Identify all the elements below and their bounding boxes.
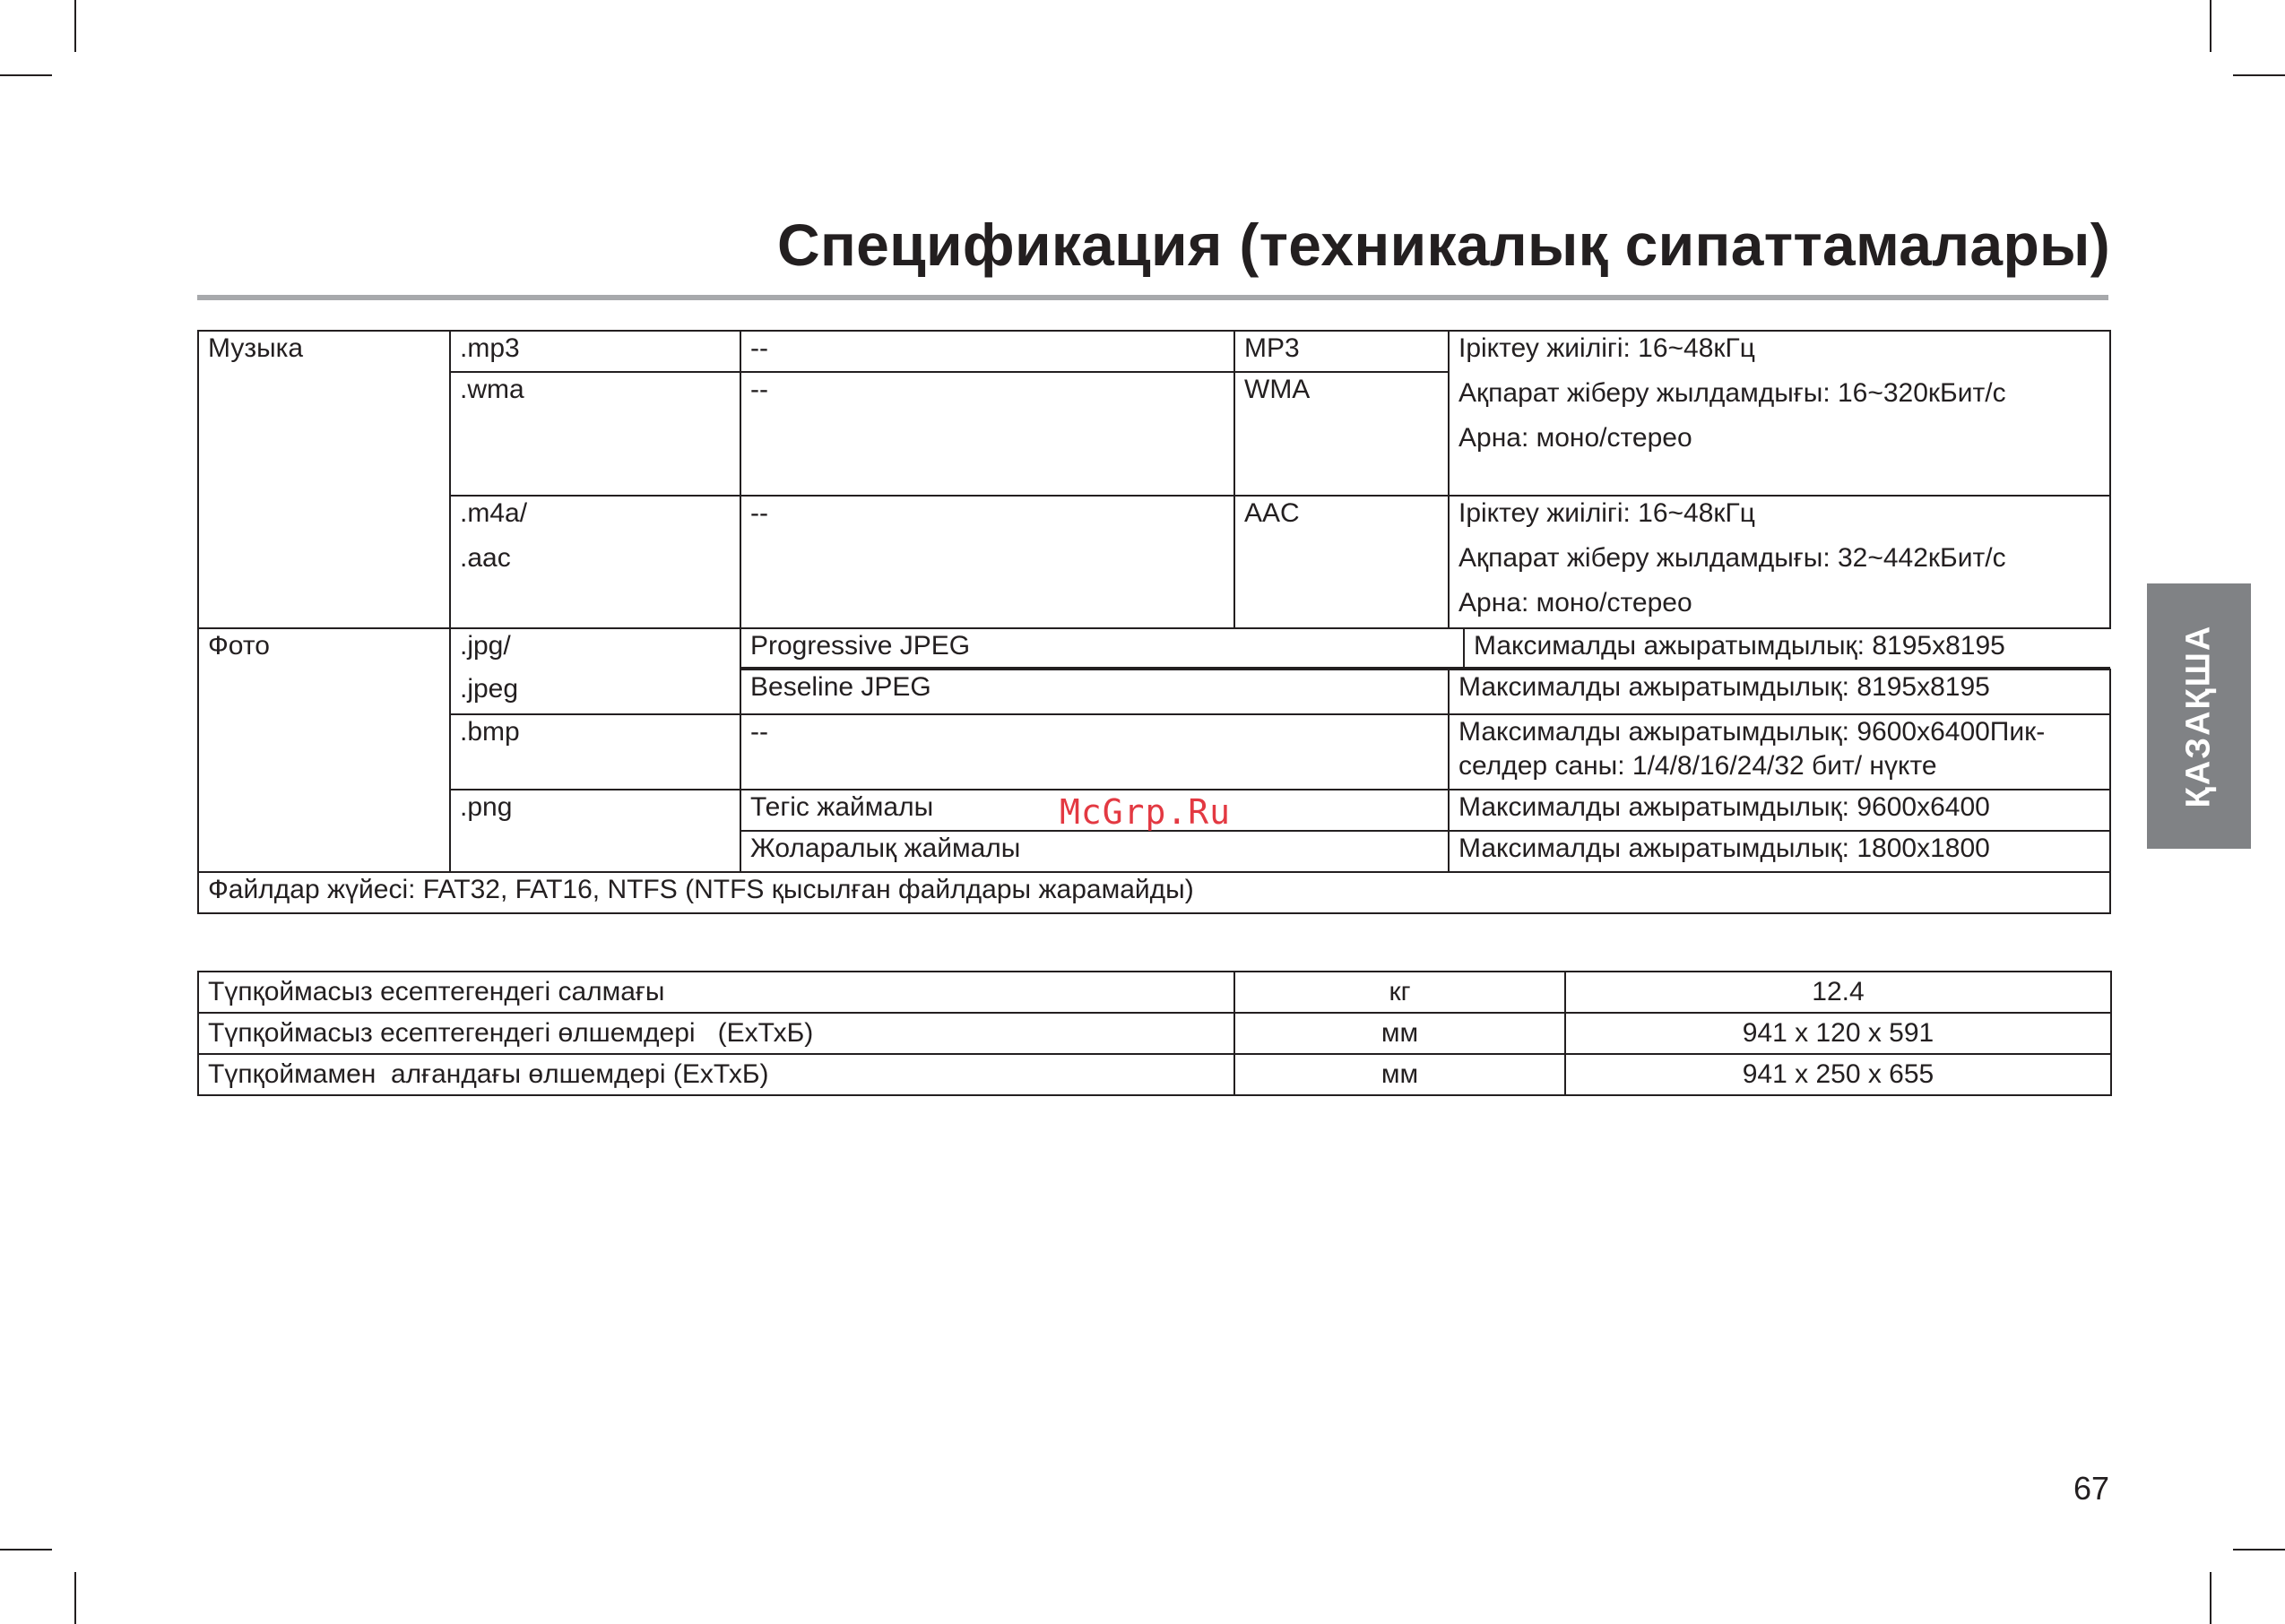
profile-cell: --: [740, 372, 1234, 496]
spec-cell: Іріктеу жиілігі: 16~48кГц Ақпарат жіберу жылдамдығы: 32~442кБит/с Арна: моно/стерео: [1449, 496, 2110, 628]
merged-row: [740, 628, 2110, 669]
category-cell-music: Музыка: [198, 331, 450, 628]
spec-cell: Максималды ажыратымдылық: 8195x8195: [1449, 669, 2110, 714]
profile-cell: --: [740, 331, 1234, 372]
dimension-unit: мм: [1234, 1013, 1565, 1054]
table-row: [198, 714, 2110, 790]
dimension-label: Түпқоймасыз есептегендегі өлшемдері (ЕхТхБ): [198, 1013, 1234, 1054]
dimension-value: 12.4: [1565, 972, 2111, 1013]
crop-mark: [2233, 1549, 2285, 1551]
dimension-unit: кг: [1234, 972, 1565, 1013]
dimension-value: 941 x 250 x 655: [1565, 1054, 2111, 1095]
spec-cell: Максималды ажыратымдылық: 9600x6400: [1449, 790, 2110, 831]
table-row: [198, 628, 2110, 669]
spec-cell: Максималды ажыратымдылық: 9600x6400Пик- селдер саны: 1/4/8/16/24/32 бит/ нүкте: [1449, 714, 2110, 790]
crop-mark: [0, 74, 52, 76]
table-row: [198, 496, 2110, 628]
crop-mark: [74, 0, 76, 52]
profile-cell: Тегіс жаймалы: [740, 790, 1449, 831]
dimension-label: Түпқоймасыз есептегендегі салмағы: [198, 972, 1234, 1013]
format-cell: .mp3: [450, 331, 740, 372]
format-cell: .wma: [450, 372, 740, 496]
dimensions-table: [197, 971, 2112, 1096]
format-cell: .jpg/ .jpeg: [450, 628, 740, 714]
format-cell: .png: [450, 790, 740, 872]
table-row: [198, 972, 2111, 1013]
language-tab-label: ҚАЗАҚША: [2179, 624, 2218, 808]
profile-cell: Progressive JPEG: [741, 629, 1464, 668]
watermark: McGrp.Ru: [1060, 792, 1232, 832]
table-row: [198, 872, 2110, 913]
spec-cell: Максималды ажыратымдылық: 8195x8195: [1464, 629, 2110, 668]
sub-table: [741, 629, 2110, 669]
crop-mark: [2210, 1572, 2211, 1624]
codec-cell: WMA: [1234, 372, 1449, 496]
format-cell: .bmp: [450, 714, 740, 790]
crop-mark: [0, 1549, 52, 1551]
profile-cell: --: [740, 714, 1449, 790]
title-divider: [197, 295, 2108, 300]
category-cell-photo: Фото: [198, 628, 450, 872]
table-row: [198, 1054, 2111, 1095]
format-cell: .m4a/ .aac: [450, 496, 740, 628]
crop-mark: [2233, 74, 2285, 76]
profile-cell: Жоларалық жаймалы: [740, 831, 1449, 872]
crop-mark: [74, 1572, 76, 1624]
language-tab: [2147, 583, 2251, 849]
spec-cell: Максималды ажыратымдылық: 1800x1800: [1449, 831, 2110, 872]
spec-cell: Іріктеу жиілігі: 16~48кГц Ақпарат жіберу жылдамдығы: 16~320кБит/с Арна: моно/стерео: [1449, 331, 2110, 496]
crop-mark: [2210, 0, 2211, 52]
table-row: [198, 1013, 2111, 1054]
profile-cell: Beseline JPEG: [740, 669, 1449, 714]
dimension-label: Түпқоймамен алғандағы өлшемдері (ЕхТхБ): [198, 1054, 1234, 1095]
page-number: 67: [2073, 1470, 2109, 1507]
table-row: [198, 331, 2110, 372]
profile-cell: --: [740, 496, 1234, 628]
page-title: Спецификация (техникалық сипаттамалары): [777, 212, 2110, 278]
dimension-unit: мм: [1234, 1054, 1565, 1095]
codec-cell: AAC: [1234, 496, 1449, 628]
filesystem-cell: Файлдар жүйесі: FAT32, FAT16, NTFS (NTFS қысылған файлдары жарамайды): [198, 872, 2110, 913]
dimension-value: 941 x 120 x 591: [1565, 1013, 2111, 1054]
codec-cell: MP3: [1234, 331, 1449, 372]
